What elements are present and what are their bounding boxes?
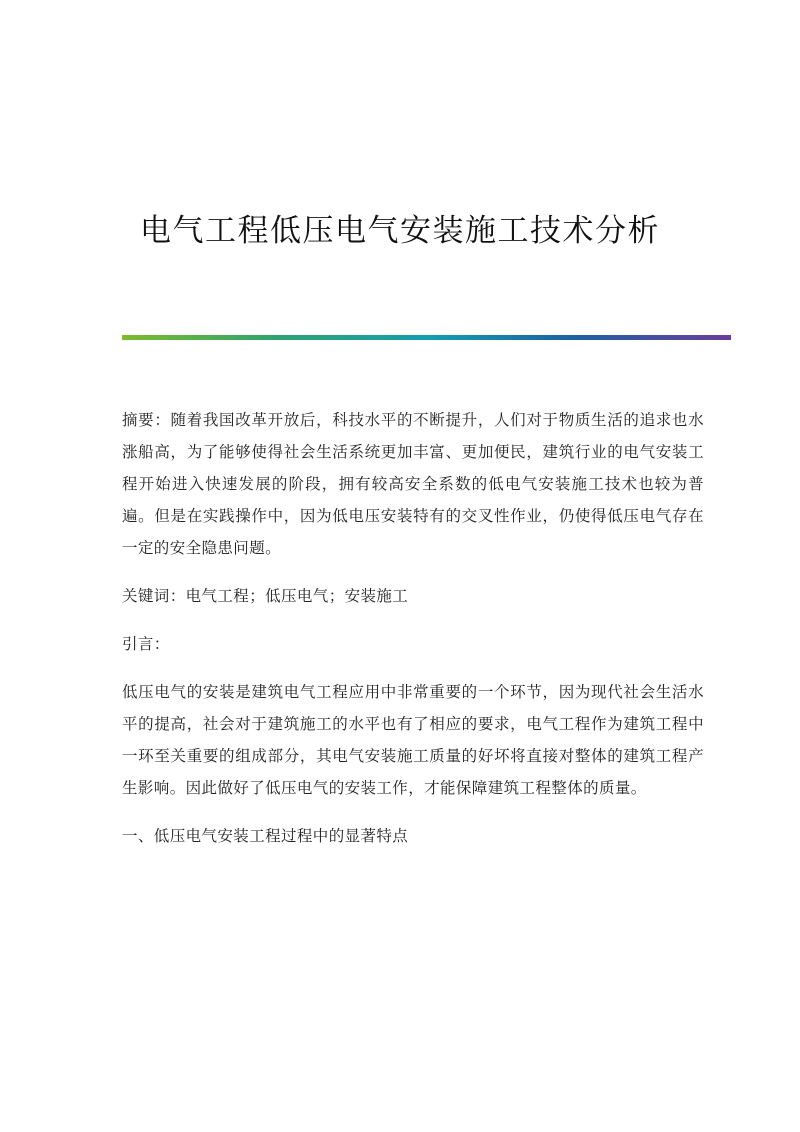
document-title: 电气工程低压电气安装施工技术分析	[140, 212, 660, 249]
document-body	[122, 404, 704, 852]
intro-paragraph: 低压电气的安装是建筑电气工程应用中非常重要的一个环节，因为现代社会生活水平的提高，社会对于建筑施工的水平也有了相应的要求，电气工程作为建筑工程中一环至关重要的组成部分，其电气安装施工质量的好坏将直接对整体的建筑工程产生影响。因此做好了低压电气的安装工作，才能保障建筑工程整体的质量。	[122, 683, 704, 797]
section-heading: 一、低压电气安装工程过程中的显著特点	[122, 827, 409, 845]
intro-label: 引言：	[122, 635, 170, 653]
keywords-line: 关键词：电气工程；低压电气；安装施工	[122, 587, 409, 605]
title-divider	[122, 335, 731, 340]
abstract-paragraph: 摘要：随着我国改革开放后，科技水平的不断提升，人们对于物质生活的追求也水涨船高，为了能够使得社会生活系统更加丰富、更加便民，建筑行业的电气安装工程开始进入快速发展的阶段，拥有较高安全系数的低电气安装施工技术也较为普遍。但是在实践操作中，因为低电压安装特有的交叉性作业，仍使得低压电气存在一定的安全隐患问题。	[122, 411, 704, 557]
